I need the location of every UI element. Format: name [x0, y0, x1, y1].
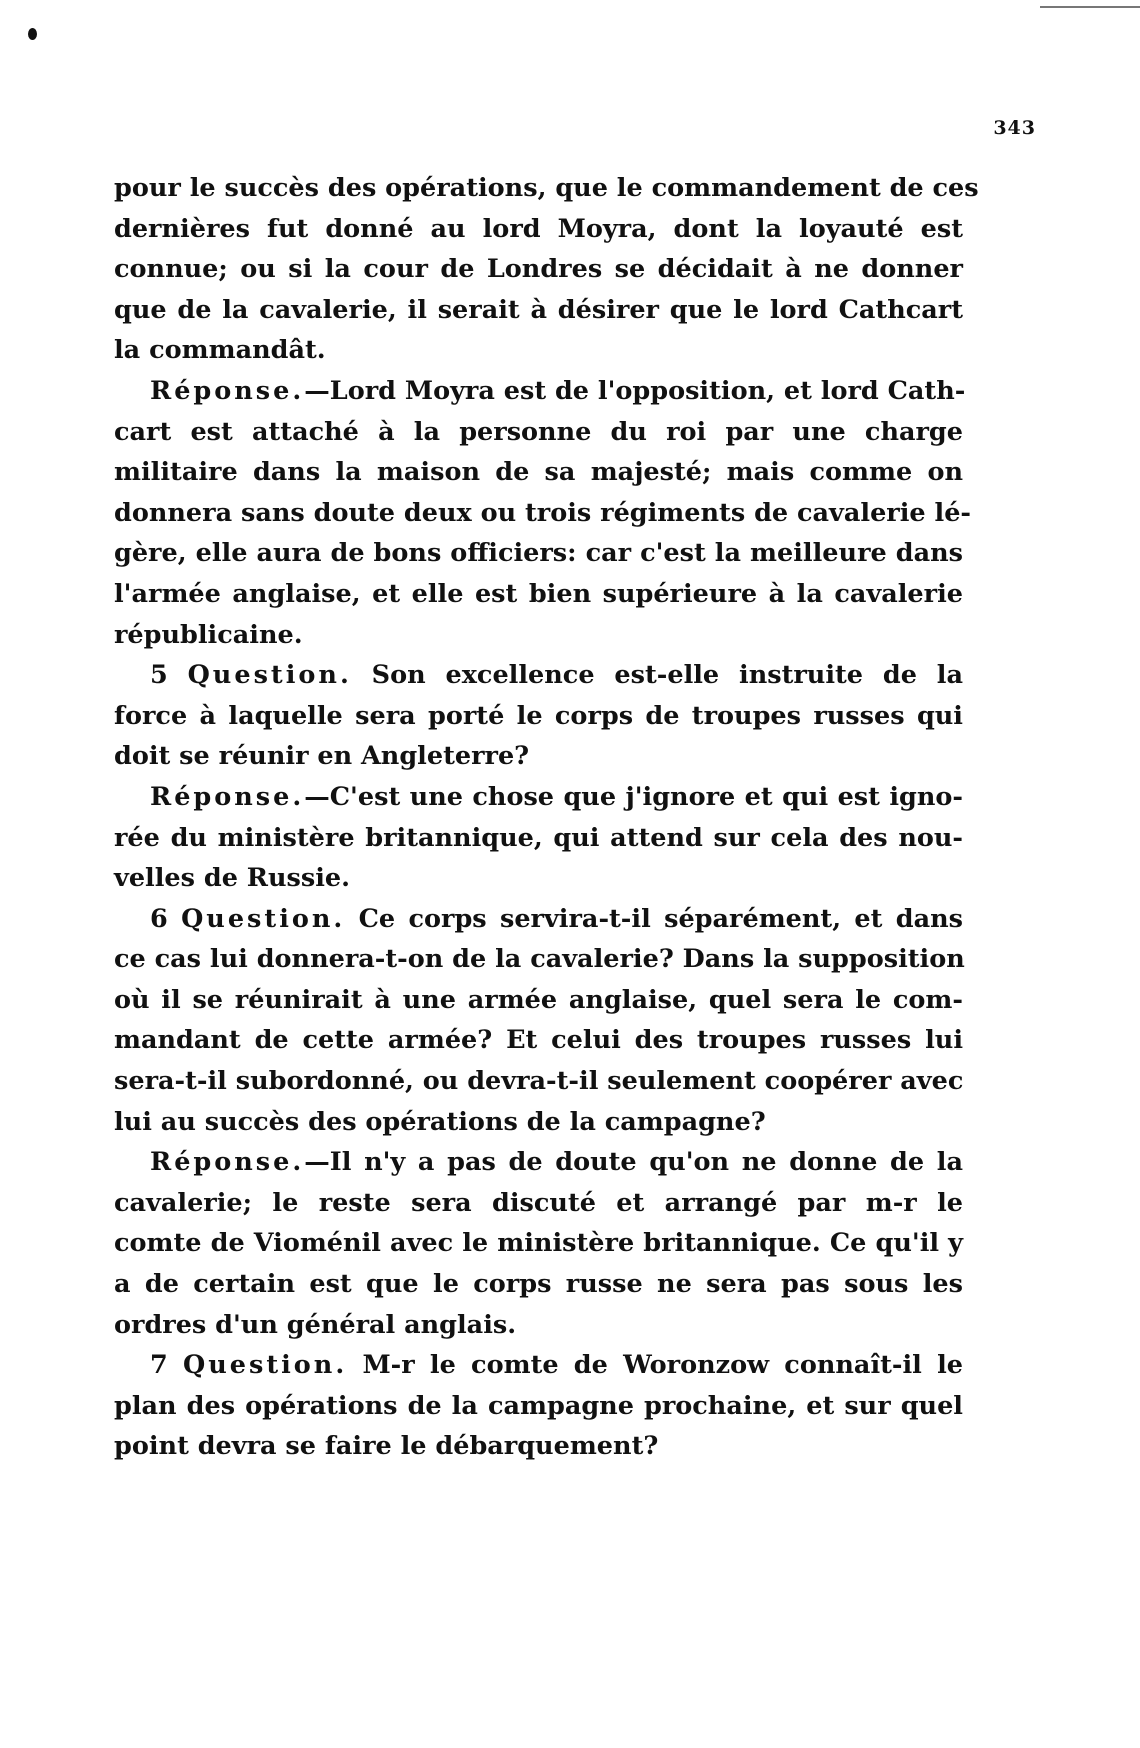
text-line: [114, 1183, 963, 1224]
text-line: [114, 736, 963, 777]
text-line: [114, 290, 963, 331]
line-text: cart est attaché à la personne du roi par une charge: [114, 416, 963, 447]
page-number: 343: [993, 117, 1036, 139]
text-line: [114, 1305, 963, 1346]
line-text: —Lord Moyra est de l'opposition, et lord Cath-: [304, 375, 966, 406]
line-text: —Il n'y a pas de doute qu'on ne donne de la: [304, 1147, 963, 1178]
text-line: [114, 1264, 963, 1305]
text-line: [114, 412, 963, 453]
text-line: [114, 655, 963, 696]
line-text: rée du ministère britannique, qui attend sur cela des nou-: [114, 822, 963, 853]
text-line: [114, 696, 963, 737]
line-text: militaire dans la maison de sa majesté; mais comme on: [114, 457, 963, 488]
text-line: [114, 1345, 963, 1386]
text-line: [114, 858, 963, 899]
line-text: force à laquelle sera porté le corps de troupes russes qui: [114, 700, 963, 731]
line-text: mandant de cette armée? Et celui des troupes russes lui: [114, 1025, 963, 1056]
text-line: [114, 1142, 963, 1183]
line-text: comte de Vioménil avec le ministère britannique. Ce qu'il y: [114, 1228, 963, 1259]
text-line: [114, 209, 963, 250]
text-line: [114, 1102, 963, 1143]
line-text: pour le succès des opérations, que le commandement de ces: [114, 173, 979, 203]
question-number: 7: [150, 1350, 183, 1381]
text-line: [114, 249, 963, 290]
text-line: [114, 980, 963, 1021]
line-text: donnera sans doute deux ou trois régiments de cavalerie lé-: [114, 497, 972, 528]
text-line: [114, 168, 979, 209]
line-text: Ce corps servira-t-il séparément, et dans: [345, 903, 964, 934]
line-text: doit se réunir en Angleterre?: [114, 741, 530, 772]
speaker-label: Question.: [181, 903, 346, 934]
text-line: [114, 1426, 963, 1467]
text-line: [114, 330, 963, 371]
line-text: connue; ou si la cour de Londres se décidait à ne donner: [114, 254, 963, 285]
text-line: [114, 533, 963, 574]
line-text: cavalerie; le reste sera discuté et arrangé par m-r le: [114, 1187, 963, 1218]
text-line: [114, 899, 963, 940]
speaker-label: Question.: [187, 660, 352, 691]
line-text: dernières fut donné au lord Moyra, dont la loyauté est: [114, 213, 963, 244]
text-line: [114, 452, 963, 493]
line-text: sera-t-il subordonné, ou devra-t-il seulement coopérer avec: [114, 1066, 964, 1097]
line-text: où il se réunirait à une armée anglaise, quel sera le com-: [114, 984, 963, 1015]
text-line: [114, 574, 963, 615]
line-text: ce cas lui donnera-t-on de la cavalerie? Dans la supposition: [114, 944, 965, 975]
line-text: gère, elle aura de bons officiers: car c'est la meilleure dans: [114, 538, 963, 569]
text-line: [114, 1386, 963, 1427]
speaker-label: Réponse.: [150, 375, 305, 406]
top-rule: [1040, 6, 1140, 8]
line-text: lui au succès des opérations de la campagne?: [114, 1106, 766, 1137]
line-text: —C'est une chose que j'ignore et qui est ignо-: [304, 781, 963, 812]
speaker-label: Réponse.: [150, 781, 305, 812]
line-text: plan des opérations de la campagne prochaine, et sur quel: [114, 1390, 963, 1421]
line-text: républicaine.: [114, 619, 303, 650]
line-text: Son excellence est-elle instruite de la: [351, 660, 963, 691]
speaker-label: Question.: [182, 1350, 348, 1381]
line-text: point devra se faire le débarquement?: [114, 1431, 659, 1462]
text-line: [114, 371, 966, 412]
text-line: [114, 493, 972, 534]
text-line: [114, 1061, 963, 1102]
text-line: [114, 1020, 963, 1061]
line-text: que de la cavalerie, il serait à désirer que le lord Cathcart: [114, 294, 963, 325]
line-text: ordres d'un général anglais.: [114, 1309, 517, 1340]
question-number: 5: [150, 660, 188, 691]
line-text: a de certain est que le corps russe ne sera pas sous les: [114, 1269, 963, 1300]
line-text: la commandât.: [114, 335, 326, 366]
ink-dot: [28, 28, 37, 40]
speaker-label: Réponse.: [150, 1147, 305, 1178]
line-text: l'armée anglaise, et elle est bien supérieure à la cavalerie: [114, 578, 963, 609]
line-text: M-r le comte de Woronzow connaît-il le: [347, 1350, 964, 1381]
text-line: [114, 777, 963, 818]
line-text: velles de Russie.: [114, 863, 351, 894]
text-line: [114, 1223, 963, 1264]
text-line: [114, 818, 963, 859]
text-line: [114, 939, 963, 980]
body-text: [114, 168, 979, 1467]
text-line: [114, 615, 963, 656]
question-number: 6: [150, 903, 182, 934]
